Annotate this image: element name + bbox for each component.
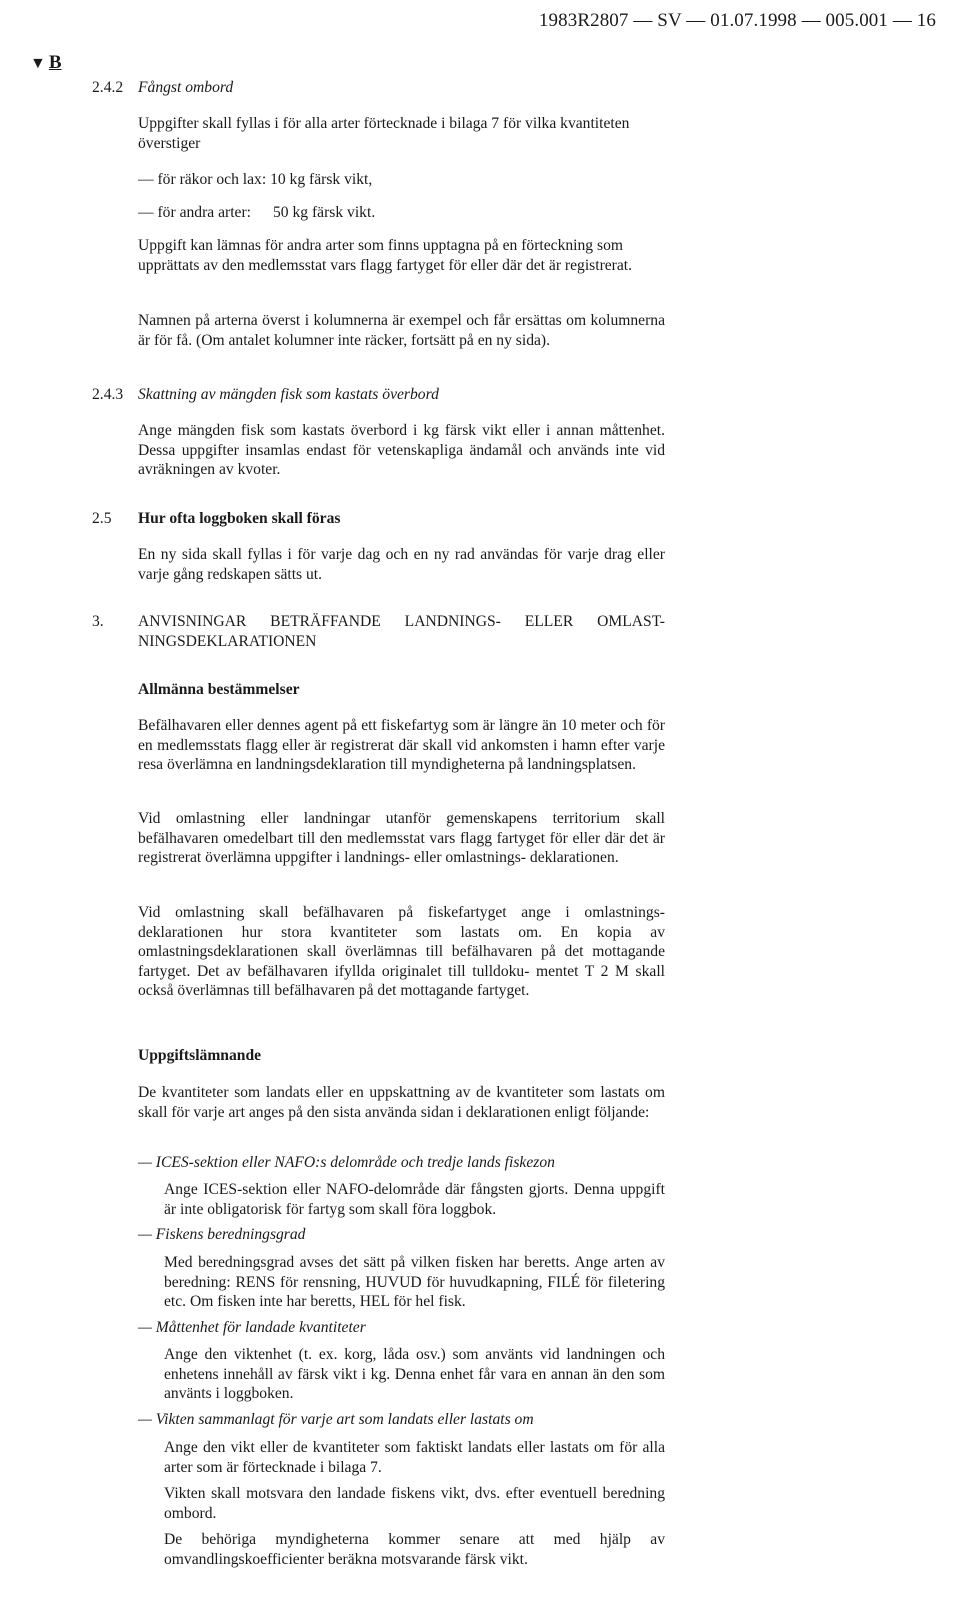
paragraph: Befälhavaren eller dennes agent på ett fiskefartyg som är längre än 10 meter och för en medlemsstats flagg eller är registrerat där skall vid ankomsten i hamn efter varje resa överlämna en landningsdeklaration till myndigheterna på landningsplatsen. — [138, 717, 665, 773]
list-item-heading: — Måttenhet för landade kvantiteter — [138, 1319, 366, 1336]
section-title: Skattning av mängden fisk som kastats överbord — [138, 386, 439, 403]
list-item-heading: — Fiskens beredningsgrad — [138, 1226, 306, 1243]
section-number: 2.5 — [92, 510, 112, 527]
list-item-heading: — Vikten sammanlagt för varje art som landats eller lastats om — [138, 1411, 534, 1428]
marker-letter: B — [48, 52, 62, 73]
page-header: 1983R2807 — SV — 01.07.1998 — 005.001 — 16 — [538, 10, 936, 31]
list-item — [138, 203, 375, 223]
list-item-heading: — ICES-sektion eller NAFO:s delområde och tredje lands fiskezon — [138, 1154, 555, 1171]
list-item: — för räkor och lax: 10 kg färsk vikt, — [138, 171, 373, 188]
list-item-label: — för andra arter: — [138, 204, 251, 221]
section-number: 3. — [92, 613, 104, 630]
subheading: Uppgiftslämnande — [138, 1047, 262, 1064]
section-title: Fångst ombord — [138, 79, 234, 96]
paragraph: Uppgifter skall fyllas i för alla arter förtecknade i bilaga 7 för vilka kvantiteten överstiger — [138, 115, 630, 152]
amendment-marker — [30, 52, 62, 74]
section-title: Hur ofta loggboken skall föras — [138, 510, 341, 527]
section-number: 2.4.3 — [92, 386, 124, 403]
list-item-paragraph: Ange den vikt eller de kvantiteter som faktiskt landats eller lastats om för alla arter som är förtecknade i bilaga 7. — [164, 1439, 665, 1476]
paragraph: De kvantiteter som landats eller en uppskattning av de kvantiteter som lastats om skall för varje art anges på den sista använda sidan i deklarationen enligt följande: — [138, 1084, 665, 1121]
paragraph: En ny sida skall fyllas i för varje dag och en ny rad användas för varje drag eller varje gång redskapen sätts ut. — [138, 546, 665, 583]
list-item-paragraph: Med beredningsgrad avses det sätt på vilken fisken har beretts. Ange arten av beredning: RENS för rensning, HUVUD för huvudkapning, FILÉ för filetering etc. Om fisken inte har beretts, HEL för hel fisk. — [164, 1254, 665, 1310]
list-item-value: 50 kg färsk vikt. — [273, 204, 376, 221]
paragraph: Vid omlastning eller landningar utanför gemenskapens territorium skall befälhavaren omedelbart till den medlemsstat vars flagg fartyget för eller där det är registrerat överlämna uppgifter i landnings- eller omlastnings- deklarationen. — [138, 810, 665, 866]
list-item-paragraph: Ange ICES-sektion eller NAFO-delområde där fångsten gjorts. Denna uppgift är inte obligatorisk för fartyg som skall föra loggbok. — [164, 1181, 665, 1218]
section-number: 2.4.2 — [92, 79, 124, 96]
subheading: Allmänna bestämmelser — [138, 681, 300, 698]
paragraph: Uppgift kan lämnas för andra arter som finns upptagna på en förteckning som upprättats av den medlemsstat vars flagg fartyget för eller där det är registrerat. — [138, 237, 633, 274]
triangle-marker-icon: ▼ — [30, 55, 46, 72]
paragraph: Vid omlastning skall befälhavaren på fiskefartyget ange i omlastnings- deklarationen hur stora kvantiteter som lastats om. En kopia av omlastningsdeklarationen skall överlämnas till befälhavaren på det mottagande fartyget. Det av befälhavaren ifyllda originalet till tulldoku- mentet T 2 M skall också överlämnas till befälhavaren på det mottagande fartyget. — [138, 904, 665, 999]
list-item-paragraph: De behöriga myndigheterna kommer senare att med hjälp av omvandlingskoefficienter beräkna motsvarande färsk vikt. — [164, 1531, 665, 1568]
list-item-paragraph: Vikten skall motsvara den landade fiskens vikt, dvs. efter eventuell beredning ombord. — [164, 1485, 665, 1522]
list-item-paragraph: Ange den viktenhet (t. ex. korg, låda osv.) som använts vid landningen och enhetens innehåll av färsk vikt i kg. Denna enhet får vara en annan än den som använts i loggboken. — [164, 1346, 665, 1402]
paragraph: Namnen på arterna överst i kolumnerna är exempel och får ersättas om kolumnerna är för få. (Om antalet kolumner inte räcker, fortsätt på en ny sida). — [138, 312, 665, 349]
section-title: ANVISNINGAR BETRÄFFANDE LANDNINGS- ELLER OMLAST- NINGSDEKLARATIONEN — [138, 613, 665, 650]
paragraph: Ange mängden fisk som kastats överbord i kg färsk vikt eller i annan måttenhet. Dessa uppgifter insamlas endast för vetenskapliga ändamål och används inte vid avräkningen av kvoter. — [138, 422, 665, 478]
